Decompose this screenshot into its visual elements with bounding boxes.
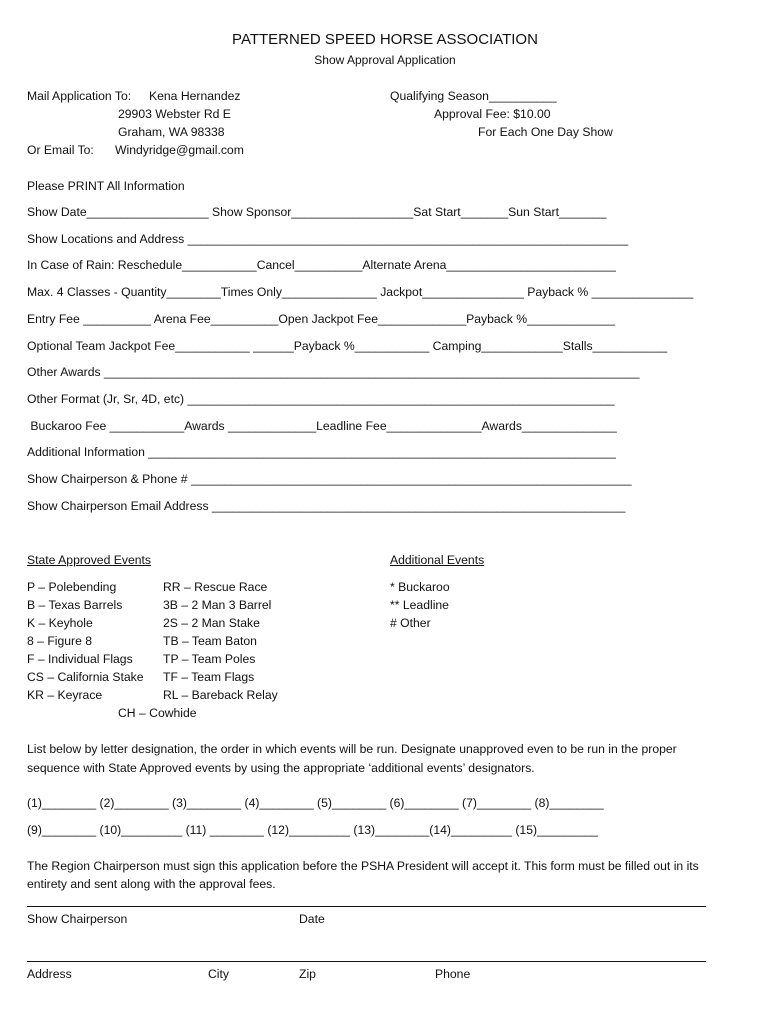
state-events-heading: State Approved Events bbox=[27, 553, 151, 567]
phone-label: Phone bbox=[435, 967, 471, 981]
event-code: RL – Bareback Relay bbox=[163, 688, 278, 702]
address-label: Address bbox=[27, 967, 72, 981]
signature-line[interactable] bbox=[27, 906, 706, 907]
print-note: Please PRINT All Information bbox=[27, 179, 185, 193]
mail-street: 29903 Webster Rd E bbox=[118, 107, 231, 121]
event-code: K – Keyhole bbox=[27, 616, 93, 630]
event-order-row-1[interactable]: (1)________ (2)________ (3)________ (4)________ (5)________ (6)________ (7)________ (8)________ bbox=[27, 796, 604, 810]
additional-event-code: # Other bbox=[390, 616, 431, 630]
city-label: City bbox=[208, 967, 229, 981]
show-date-line[interactable]: Show Date__________________ Show Sponsor__________________Sat Start_______Sun Start_______ bbox=[27, 205, 607, 219]
event-code: 3B – 2 Man 3 Barrel bbox=[163, 598, 272, 612]
other-format-line[interactable]: Other Format (Jr, Sr, 4D, etc) _______________________________________________________________ bbox=[27, 392, 615, 406]
qualifying-season-field[interactable]: Qualifying Season__________ bbox=[390, 89, 557, 103]
event-code: TP – Team Poles bbox=[163, 652, 256, 666]
order-instructions: List below by letter designation, the order in which events will be run. Designate unapproved even to be run in the proper bbox=[27, 742, 677, 756]
mail-label: Mail Application To: bbox=[27, 89, 132, 103]
email-address: Windyridge@gmail.com bbox=[115, 143, 244, 157]
form-title: PATTERNED SPEED HORSE ASSOCIATION bbox=[232, 31, 538, 48]
additional-info-line[interactable]: Additional Information _____________________________________________________________________ bbox=[27, 445, 616, 459]
classes-line[interactable]: Max. 4 Classes - Quantity________Times Only______________ Jackpot_______________ Payback % _______________ bbox=[27, 285, 694, 299]
rain-plan-line[interactable]: In Case of Rain: Reschedule___________Cancel__________Alternate Arena_________________________ bbox=[27, 258, 616, 272]
event-code: CH – Cowhide bbox=[118, 706, 197, 720]
additional-event-code: * Buckaroo bbox=[390, 580, 450, 594]
event-code: 8 – Figure 8 bbox=[27, 634, 93, 648]
address-line[interactable] bbox=[27, 961, 706, 962]
event-code: TB – Team Baton bbox=[163, 634, 257, 648]
email-label: Or Email To: bbox=[27, 143, 94, 157]
buckaroo-fee-line[interactable]: Buckaroo Fee ___________Awards _____________Leadline Fee______________Awards______________ bbox=[27, 419, 617, 433]
team-jackpot-line[interactable]: Optional Team Jackpot Fee___________ ______Payback %___________ Camping____________Stalls___________ bbox=[27, 339, 668, 353]
fee-per-show: For Each One Day Show bbox=[478, 125, 613, 139]
mail-city: Graham, WA 98338 bbox=[118, 125, 225, 139]
event-code: CS – California Stake bbox=[27, 670, 144, 684]
date-label: Date bbox=[299, 912, 325, 926]
event-code: KR – Keyrace bbox=[27, 688, 103, 702]
event-code: P – Polebending bbox=[27, 580, 117, 594]
show-chairperson-label: Show Chairperson bbox=[27, 912, 128, 926]
event-code: RR – Rescue Race bbox=[163, 580, 268, 594]
additional-events-heading: Additional Events bbox=[390, 553, 485, 567]
event-code: F – Individual Flags bbox=[27, 652, 133, 666]
event-code: B – Texas Barrels bbox=[27, 598, 123, 612]
signature-note: The Region Chairperson must sign this application before the PSHA President will accept it. This form must be filled out in its bbox=[27, 859, 699, 873]
event-code: 2S – 2 Man Stake bbox=[163, 616, 260, 630]
chairperson-phone-line[interactable]: Show Chairperson & Phone # _________________________________________________________________ bbox=[27, 472, 632, 486]
entry-fee-line[interactable]: Entry Fee __________ Arena Fee__________Open Jackpot Fee_____________Payback %_____________ bbox=[27, 312, 616, 326]
mail-name: Kena Hernandez bbox=[149, 89, 241, 103]
event-order-row-2[interactable]: (9)________ (10)_________ (11) ________ (12)_________ (13)________(14)_________ (15)_________ bbox=[27, 823, 599, 837]
zip-label: Zip bbox=[299, 967, 316, 981]
signature-note-cont: entirety and sent along with the approval fees. bbox=[27, 877, 276, 891]
order-instructions-cont: sequence with State Approved events by using the appropriate ‘additional events’ designators. bbox=[27, 761, 535, 775]
show-location-line[interactable]: Show Locations and Address _________________________________________________________________ bbox=[27, 232, 629, 246]
additional-event-code: ** Leadline bbox=[390, 598, 449, 612]
other-awards-line[interactable]: Other Awards _______________________________________________________________________________ bbox=[27, 365, 640, 379]
chairperson-email-line[interactable]: Show Chairperson Email Address _____________________________________________________________ bbox=[27, 499, 626, 513]
form-subtitle: Show Approval Application bbox=[314, 53, 456, 67]
event-code: TF – Team Flags bbox=[163, 670, 255, 684]
approval-fee: Approval Fee: $10.00 bbox=[434, 107, 551, 121]
